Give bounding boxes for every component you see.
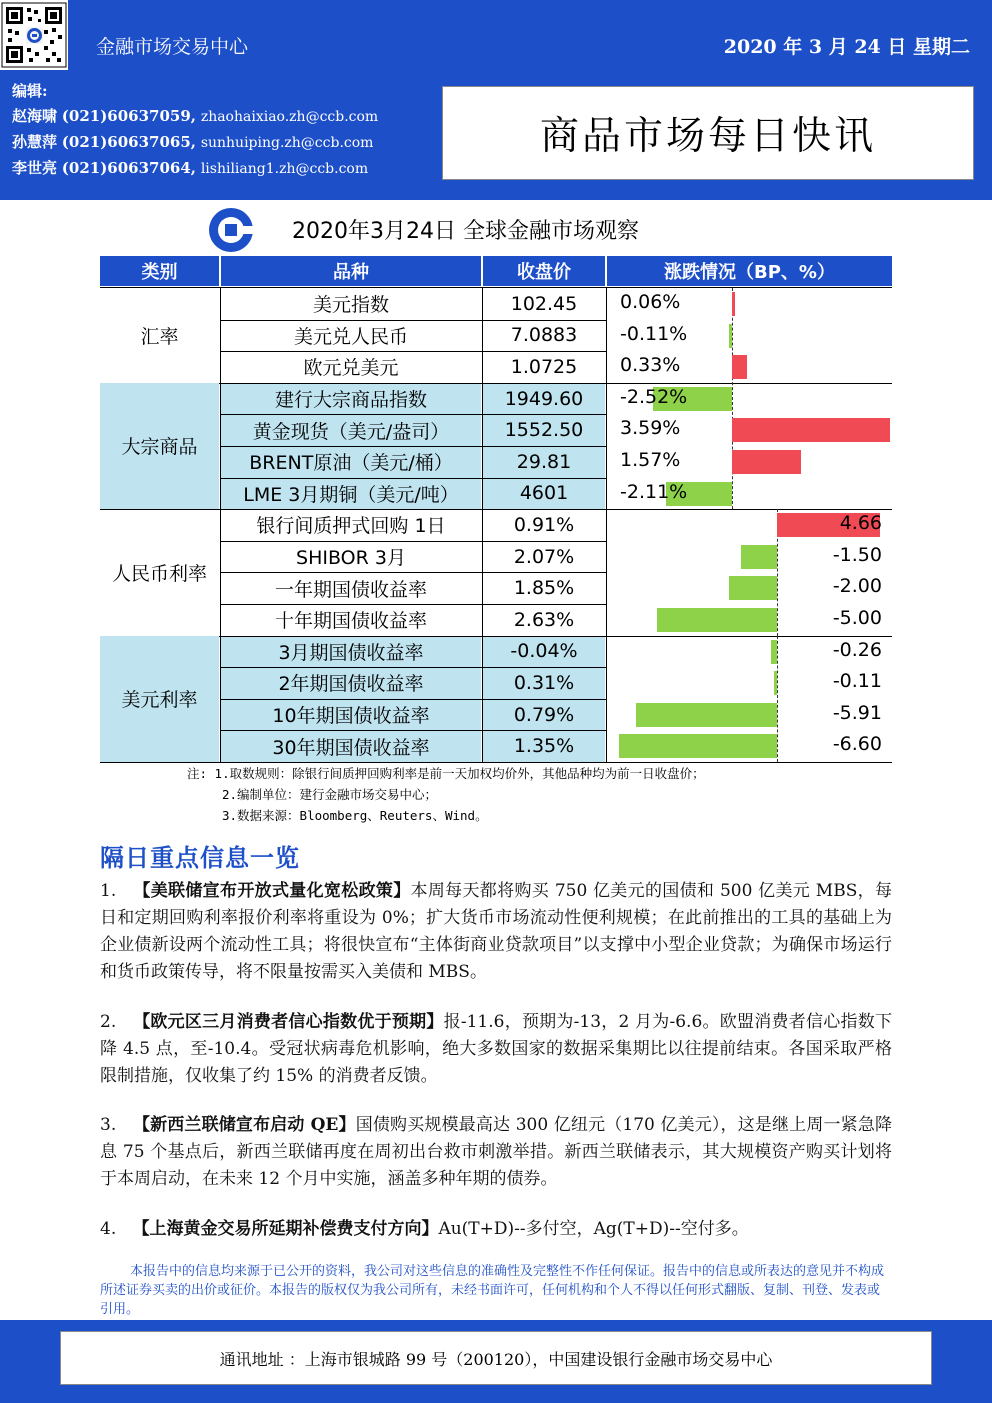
top-bar [68,0,992,70]
news-item [100,1009,892,1090]
change-bar [657,608,777,632]
table-row-close: 0.79% [513,703,575,726]
table-row-close: 2.07% [513,545,575,568]
table-row-close: 1.35% [513,735,575,758]
change-value: -2.52% [620,385,688,408]
table-notes [187,763,705,826]
editors-label: 编辑: [12,82,48,100]
news-number: 3. [100,1115,117,1135]
change-value: 0.06% [620,291,681,313]
table-row-item: BRENT原油（美元/桶） [249,452,453,475]
change-bar [729,324,732,348]
table-row-item: 10年期国债收益率 [272,705,430,728]
table-row-close: -0.04% [510,640,578,663]
table-row-close: 1552.50 [504,419,584,442]
editor-email: lishiliang1.zh@ccb.com [200,161,369,177]
change-bar [636,703,777,727]
news-body: Au(T+D)--多付空，Ag(T+D)--空付多。 [438,1219,749,1239]
footer-address: 通讯地址 ：上海市银城路 99 号（200120），中国建设银行金融市场交易中心 [219,1349,773,1369]
news-body: 国债购买规模最高达 300 亿纽元（170 亿美元），这是继上周一紧急降息 75 个基点后，新西兰联储再度在周初出台救市刺激举措。新西兰联储表示，其大规模资产购买计划将于本周启动，在未来 12 个月中实施，涵盖多种年期的债券。 [100,1115,892,1189]
news-headline: 【美联储宣布开放式量化宽松政策】 [133,881,411,901]
change-value: -5.91 [832,701,882,724]
table-row-close: 4601 [519,482,569,505]
table-row-item: 美元兑人民币 [293,325,408,348]
zero-axis [732,288,733,509]
editor-phone: (021)60637059, [61,107,197,125]
table-row-close: 7.0883 [510,324,578,347]
category-label: 汇率 [140,325,179,348]
editor-name: 孙慧萍 [12,133,58,151]
news-item [100,1216,892,1243]
news-number: 1. [100,881,117,901]
change-value: -2.00 [832,575,882,598]
news-headline: 【新西兰联储宣布启动 QE】 [132,1115,356,1135]
col-header-change: 涨跌情况（BP、%） [607,256,892,286]
col-header-close: 收盘价 [483,256,605,286]
col-header-item: 品种 [221,256,481,286]
table-row-item: 建行大宗商品指数 [274,389,427,412]
section-title: 隔日重点信息一览 [100,844,300,872]
editor-name: 赵海啸 [12,107,58,125]
change-bar [619,734,777,758]
editor-email: sunhuiping.zh@ccb.com [200,135,374,151]
change-bar [732,355,747,379]
news-number: 2. [100,1012,117,1032]
table-row-item: 美元指数 [312,294,389,317]
table-row-item: 十年期国债收益率 [274,610,427,633]
table-row-item: 2年期国债收益率 [278,673,424,696]
col-header-category: 类别 [100,256,219,286]
table-row-close: 1.85% [513,577,575,600]
editor-row [12,129,378,155]
qr-code [0,0,68,70]
table-row-close: 0.31% [513,671,575,694]
change-value: 1.57% [620,449,681,471]
change-bar [732,418,890,442]
table-row-item: 黄金现货（美元/盎司） [252,420,450,443]
change-value: -0.11% [620,322,688,345]
editor-row [12,103,378,129]
change-value: -0.11 [832,670,882,693]
change-bar [732,450,801,474]
change-value: 3.59% [620,417,681,440]
news-item [100,878,892,986]
org-name: 金融市场交易中心 [96,36,249,58]
table-row-close: 29.81 [516,450,572,473]
report-title: 商品市场每日快讯 [539,114,876,159]
editor-phone: (021)60637065, [61,133,197,151]
news-number: 4. [100,1219,117,1239]
table-row-close: 1949.60 [504,387,584,410]
change-value: 4.66 [839,512,882,535]
change-bar [729,576,777,600]
table-row-close: 2.63% [513,608,575,631]
editor-row [12,155,378,181]
editor-phone: (021)60637064, [61,159,197,177]
table-row-item: 一年期国债收益率 [274,578,427,601]
table-row-item: LME 3月期铜（美元/吨） [243,483,459,506]
change-value: -6.60 [832,733,882,756]
category-label: 美元利率 [121,689,198,712]
change-value: -1.50 [832,543,882,566]
report-title-box [442,86,974,180]
editors-block [12,80,378,181]
ccb-logo-icon [206,207,256,253]
table-row-close: 102.45 [510,292,578,315]
change-value: -0.26 [832,638,882,661]
news-body: 报-11.6，预期为-13，2 月为-6.6。欧盟消费者信心指数下降 4.5 点，至-10.4。受冠状病毒危机影响，绝大多数国家的数据采集期比以往提前结束。各国采取严格限制措施，仅收集了约 15% 的消费者反馈。 [100,1012,892,1086]
change-value: 0.33% [620,354,681,377]
note-line: 2.编制单位：建行金融市场交易中心； [222,787,438,802]
footer-address-box [60,1331,932,1385]
news-body: 本周每天都将购买 750 亿美元的国债和 500 亿美元 MBS，每日和定期回购利率报价利率将重设为 0%；扩大货币市场流动性便利规模；在此前推出的工具的基础上为企业债新设两个流动性工具；将很快宣布“主体街商业贷款项目”以支撑中小型企业贷款；为确保市场运行和货币政策传导，将不限量按需买入美债和 MBS。 [100,881,892,982]
table-title: 2020年3月24日 全球金融市场观察 [292,219,639,244]
note-line: 注: 1.取数规则：除银行间质押回购利率是前一天加权均价外，其他品种均为前一日收盘价； [187,766,705,781]
news-item [100,1112,892,1193]
table-row-item: 欧元兑美元 [303,357,399,380]
table-row-close: 0.91% [513,513,575,536]
header-panel [0,70,992,200]
note-line: 3.数据来源：Bloomberg、Reuters、Wind。 [222,808,488,823]
change-value: -5.00 [832,607,882,629]
table-row-close: 1.0725 [510,355,578,378]
table-row-item: 30年期国债收益率 [272,736,430,759]
table-row-item: 3月期国债收益率 [278,641,424,664]
table-row-item: SHIBOR 3月 [296,547,406,570]
news-headline: 【欧元区三月消费者信心指数优于预期】 [133,1012,444,1032]
disclaimer: 本报告中的信息均来源于已公开的资料，我公司对这些信息的准确性及完整性不作任何保证。报告中的信息或所表达的意见并不构成所述证券买卖的出价或征价。本报告的版权仅为我公司所有，未经书面许可，任何机构和个人不得以任何形式翻版、复制、刊登、发表或引用。 [100,1264,885,1317]
table-row-item: 银行间质押式回购 1日 [256,515,446,538]
category-label: 人民币利率 [111,562,207,585]
category-label: 大宗商品 [121,436,198,459]
editor-name: 李世亮 [12,159,58,177]
news-headline: 【上海黄金交易所延期补偿费支付方向】 [132,1219,439,1239]
change-value: -2.11% [620,480,688,503]
change-bar [732,292,735,316]
editor-email: zhaohaixiao.zh@ccb.com [200,109,379,125]
column-divider [606,288,607,762]
report-date: 2020 年 3 月 24 日 星期二 [723,36,970,58]
